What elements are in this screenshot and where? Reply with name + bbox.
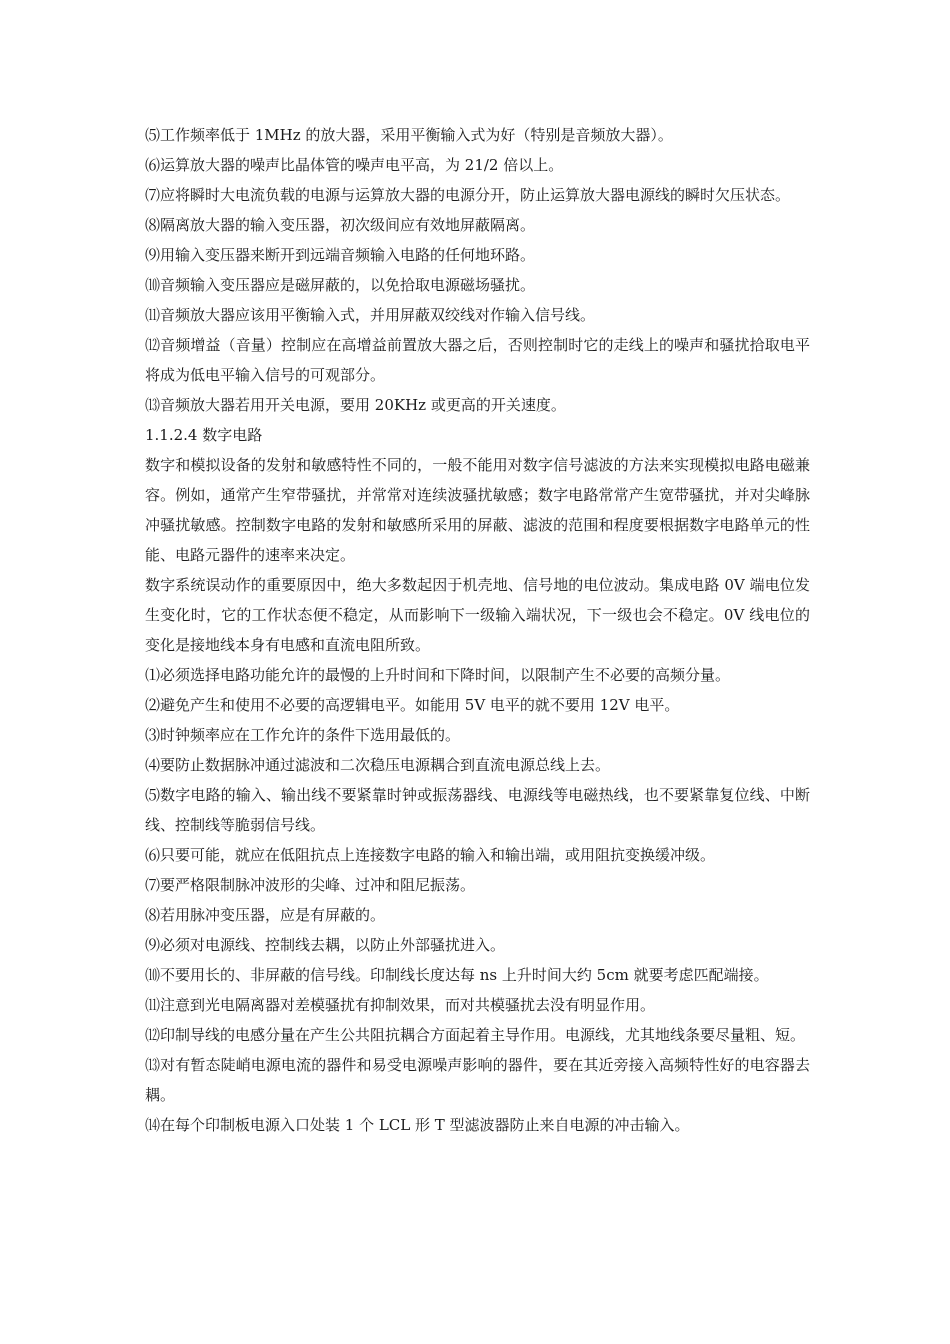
list-item: ⑿音频增益（音量）控制应在高增益前置放大器之后，否则控制时它的走线上的噪声和骚扰拾取电平将成为低电平输入信号的可观部分。 <box>145 336 810 384</box>
list-item: ⒀对有暂态陡峭电源电流的器件和易受电源噪声影响的器件，要在其近旁接入高频特性好的电容器去耦。 <box>145 1056 810 1104</box>
body-paragraph: 数字和模拟设备的发射和敏感特性不同的，一般不能用对数字信号滤波的方法来实现模拟电路电磁兼容。例如，通常产生窄带骚扰，并常常对连续波骚扰敏感；数字电路常常产生宽带骚扰，并对尖峰脉冲骚扰敏感。控制数字电路的发射和敏感所采用的屏蔽、滤波的范围和程度要根据数字电路单元的性能、电路元器件的速率来决定。 <box>145 456 810 564</box>
document-page <box>145 120 810 1140</box>
list-item: ⑼必须对电源线、控制线去耦，以防止外部骚扰进入。 <box>145 936 506 954</box>
list-item: ⒀音频放大器若用开关电源，要用 20KHz 或更高的开关速度。 <box>145 396 566 414</box>
list-item: ⑼用输入变压器来断开到远端音频输入电路的任何地环路。 <box>145 246 536 264</box>
list-item: ⑺要严格限制脉冲波形的尖峰、过冲和阻尼振荡。 <box>145 876 476 894</box>
list-item: ⑷要防止数据脉冲通过滤波和二次稳压电源耦合到直流电源总线上去。 <box>145 756 611 774</box>
list-item: ⑽音频输入变压器应是磁屏蔽的，以免拾取电源磁场骚扰。 <box>145 276 536 294</box>
list-item: ⑵避免产生和使用不必要的高逻辑电平。如能用 5V 电平的就不要用 12V 电平。 <box>145 696 680 714</box>
list-item: ⑺应将瞬时大电流负载的电源与运算放大器的电源分开，防止运算放大器电源线的瞬时欠压状态。 <box>145 186 791 204</box>
list-item: ⑸数字电路的输入、输出线不要紧靠时钟或振荡器线、电源线等电磁热线，也不要紧靠复位线、中断线、控制线等脆弱信号线。 <box>145 786 810 834</box>
section-heading: 1.1.2.4 数字电路 <box>145 426 263 444</box>
list-item: ⑿印制导线的电感分量在产生公共阻抗耦合方面起着主导作用。电源线，尤其地线条要尽量粗、短。 <box>145 1026 806 1044</box>
list-item: ⑾注意到光电隔离器对差模骚扰有抑制效果，而对共模骚扰去没有明显作用。 <box>145 996 656 1014</box>
list-item: ⑹只要可能，就应在低阻抗点上连接数字电路的输入和输出端，或用阻抗变换缓冲级。 <box>145 846 716 864</box>
body-paragraph: 数字系统误动作的重要原因中，绝大多数起因于机壳地、信号地的电位波动。集成电路 0V 端电位发生变化时，它的工作状态便不稳定，从而影响下一级输入端状况，下一级也会不稳定。0V 线电位的变化是接地线本身有电感和直流电阻所致。 <box>145 576 810 654</box>
list-item: ⑹运算放大器的噪声比晶体管的噪声电平高，为 21/2 倍以上。 <box>145 156 564 174</box>
list-item: ⒁在每个印制板电源入口处装 1 个 LCL 形 T 型滤波器防止来自电源的冲击输入。 <box>145 1116 690 1134</box>
list-item: ⑻隔离放大器的输入变压器，初次级间应有效地屏蔽隔离。 <box>145 216 536 234</box>
list-item: ⑽不要用长的、非屏蔽的信号线。印制线长度达每 ns 上升时间大约 5cm 就要考虑匹配端接。 <box>145 966 769 984</box>
list-item: ⑻若用脉冲变压器，应是有屏蔽的。 <box>145 906 386 924</box>
list-item: ⑾音频放大器应该用平衡输入式，并用屏蔽双绞线对作输入信号线。 <box>145 306 596 324</box>
list-item: ⑴必须选择电路功能允许的最慢的上升时间和下降时间，以限制产生不必要的高频分量。 <box>145 666 731 684</box>
list-item: ⑸工作频率低于 1MHz 的放大器，采用平衡输入式为好（特别是音频放大器）。 <box>145 126 673 144</box>
list-item: ⑶时钟频率应在工作允许的条件下选用最低的。 <box>145 726 461 744</box>
